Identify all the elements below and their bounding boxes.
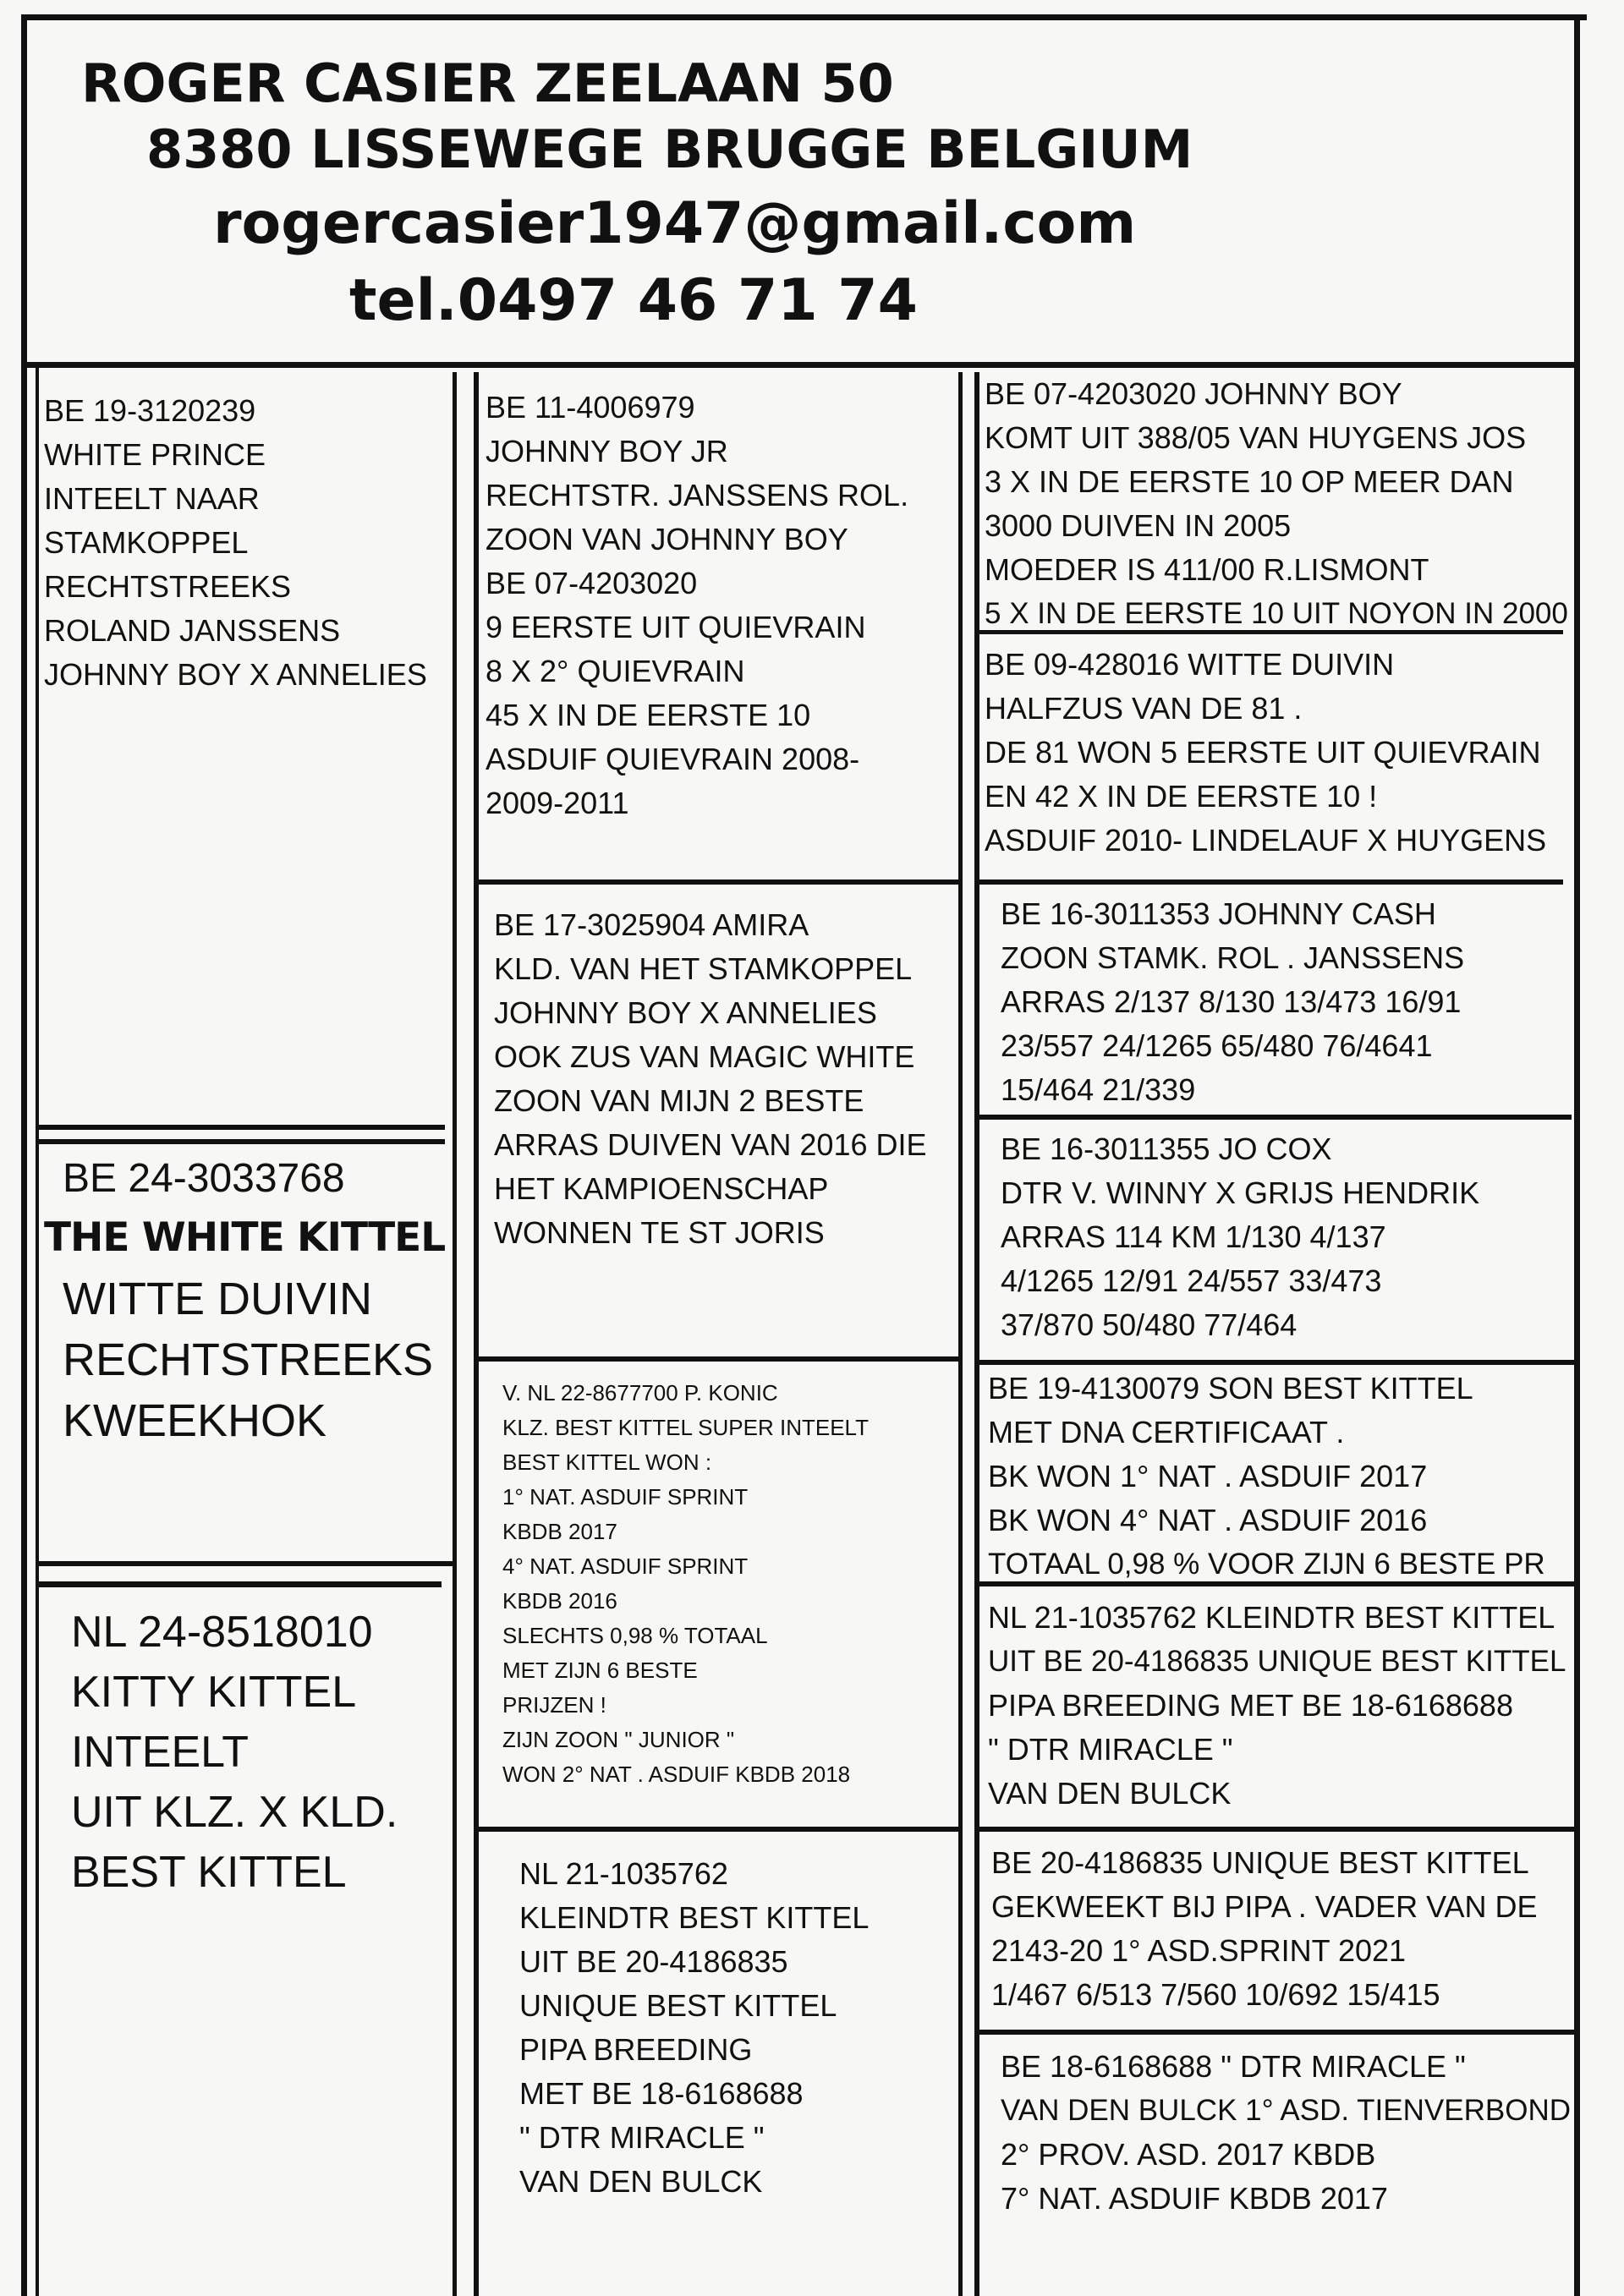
mmm-line: VAN DEN BULCK 1° ASD. TIENVERBOND [1001, 2094, 1571, 2127]
col1-divider-a [39, 1125, 445, 1130]
fm-line: ZOON VAN MIJN 2 BESTE [494, 1083, 864, 1118]
mf-line: KLZ. BEST KITTEL SUPER INTEELT [502, 1415, 869, 1440]
fmm-line: 37/870 50/480 77/464 [1001, 1307, 1298, 1342]
pigeon-line: WITTE DUIVIN [63, 1274, 372, 1324]
ffm-line: EN 42 X IN DE EERSTE 10 ! [985, 779, 1378, 814]
frame-left-inner-line [36, 364, 39, 2296]
fff-line: 3 X IN DE EERSTE 10 OP MEER DAN [985, 464, 1514, 499]
mfm-line: PIPA BREEDING MET BE 18-6168688 [988, 1688, 1513, 1723]
mf-info [502, 1376, 869, 1792]
mm-line: PIPA BREEDING [519, 2032, 753, 2067]
frame-right-line [1574, 14, 1580, 2296]
fm-line: BE 17-3025904 AMIRA [494, 907, 809, 942]
fmm-line: ARRAS 114 KM 1/130 4/137 [1001, 1219, 1386, 1254]
mfm-line: " DTR MIRACLE " [988, 1732, 1233, 1767]
mother-line: BEST KITTEL [71, 1848, 347, 1897]
mff-line: MET DNA CERTIFICAAT . [988, 1415, 1345, 1449]
col1-divider-d [39, 1581, 442, 1587]
fmf-line: 15/464 21/339 [1001, 1072, 1196, 1107]
fmf-line: 23/557 24/1265 65/480 76/4641 [1001, 1028, 1433, 1063]
col3-divider-b [979, 879, 1563, 885]
mfm-info [988, 1596, 1566, 1816]
mf-line: PRIJZEN ! [502, 1692, 606, 1718]
fmm-line: 4/1265 12/91 24/557 33/473 [1001, 1263, 1382, 1298]
mother-line: KITTY KITTEL [71, 1668, 357, 1717]
mfm-line: NL 21-1035762 KLEINDTR BEST KITTEL [988, 1600, 1555, 1635]
mm-info [519, 1852, 869, 2204]
ff-line: ASDUIF QUIEVRAIN 2008- [486, 742, 860, 776]
mother-line: UIT KLZ. X KLD. [71, 1788, 398, 1837]
ffm-line: ASDUIF 2010- LINDELAUF X HUYGENS [985, 823, 1547, 858]
ff-line: 8 X 2° QUIEVRAIN [486, 654, 745, 688]
mmf-line: 1/467 6/513 7/560 10/692 15/415 [991, 1977, 1440, 2012]
ff-line: JOHNNY BOY JR [486, 434, 728, 469]
pigeon-info [44, 1150, 445, 1451]
col3-divider-d [979, 1360, 1574, 1365]
mf-line: 1° NAT. ASDUIF SPRINT [502, 1484, 749, 1510]
mmm-line: 2° PROV. ASD. 2017 KBDB [1001, 2137, 1376, 2172]
col3-left-line [974, 372, 979, 2296]
father-line: WHITE PRINCE [44, 437, 266, 472]
mf-line: MET ZIJN 6 BESTE [502, 1658, 698, 1683]
ffm-line: HALFZUS VAN DE 81 . [985, 691, 1303, 726]
fm-line: HET KAMPIOENSCHAP [494, 1171, 829, 1206]
fm-line: OOK ZUS VAN MAGIC WHITE [494, 1039, 915, 1074]
col2-right-line [958, 372, 963, 2296]
fff-line: 5 X IN DE EERSTE 10 UIT NOYON IN 2000 [985, 597, 1568, 630]
header-email: rogercasier1947@gmail.com [213, 190, 1137, 257]
mmf-info [991, 1841, 1538, 2017]
ff-line: 2009-2011 [486, 786, 629, 820]
mff-line: BK WON 4° NAT . ASDUIF 2016 [988, 1503, 1428, 1537]
ffm-info [985, 643, 1546, 863]
pigeon-line: RECHTSTREEKS [63, 1334, 434, 1385]
mm-line: NL 21-1035762 [519, 1856, 728, 1891]
frame-top-line [24, 14, 1587, 20]
fff-line: MOEDER IS 411/00 R.LISMONT [985, 552, 1429, 587]
pigeon-name: THE WHITE KITTEL [44, 1214, 446, 1261]
header-divider [24, 362, 1580, 368]
mmf-line: BE 20-4186835 UNIQUE BEST KITTEL [991, 1845, 1529, 1880]
mmf-line: 2143-20 1° ASD.SPRINT 2021 [991, 1933, 1407, 1968]
mf-line: WON 2° NAT . ASDUIF KBDB 2018 [502, 1762, 851, 1787]
fm-info [494, 903, 927, 1255]
ff-line: BE 07-4203020 [486, 566, 698, 600]
mm-line: KLEINDTR BEST KITTEL [519, 1900, 870, 1935]
header-name-address: ROGER CASIER ZEELAAN 50 [81, 52, 894, 114]
fmm-line: BE 16-3011355 JO COX [1001, 1132, 1332, 1166]
fff-line: 3000 DUIVEN IN 2005 [985, 508, 1292, 543]
mff-info [988, 1367, 1545, 1586]
ffm-line: DE 81 WON 5 EERSTE UIT QUIEVRAIN [985, 735, 1541, 770]
ff-line: BE 11-4006979 [486, 390, 695, 425]
fmf-line: BE 16-3011353 JOHNNY CASH [1001, 896, 1436, 931]
mf-line: ZIJN ZOON " JUNIOR " [502, 1727, 735, 1752]
mf-line: SLECHTS 0,98 % TOTAAL [502, 1623, 768, 1648]
mmm-line: BE 18-6168688 " DTR MIRACLE " [1001, 2049, 1466, 2084]
father-info [44, 389, 427, 697]
col1-divider-b [39, 1139, 445, 1144]
header-phone: tel.0497 46 71 74 [349, 267, 918, 334]
col2-left-line [474, 372, 479, 2296]
header-city: 8380 LISSEWEGE BRUGGE BELGIUM [146, 118, 1193, 180]
col3-divider-f [979, 1827, 1574, 1832]
mmm-line: 7° NAT. ASDUIF KBDB 2017 [1001, 2181, 1388, 2216]
mf-line: V. NL 22-8677700 P. KONIC [502, 1380, 778, 1406]
pigeon-line: KWEEKHOK [63, 1395, 327, 1446]
fmf-line: ZOON STAMK. ROL . JANSSENS [1001, 940, 1465, 975]
father-line: JOHNNY BOY X ANNELIES [44, 657, 427, 692]
fm-line: ARRAS DUIVEN VAN 2016 DIE [494, 1127, 927, 1162]
fmm-line: DTR V. WINNY X GRIJS HENDRIK [1001, 1175, 1480, 1210]
mm-line: " DTR MIRACLE " [519, 2120, 765, 2155]
mff-line: BK WON 1° NAT . ASDUIF 2017 [988, 1459, 1428, 1493]
mm-line: VAN DEN BULCK [519, 2164, 763, 2199]
mother-info [71, 1603, 398, 1903]
ff-line: RECHTSTR. JANSSENS ROL. [486, 478, 909, 512]
mf-line: 4° NAT. ASDUIF SPRINT [502, 1553, 749, 1579]
ffm-line: BE 09-428016 WITTE DUIVIN [985, 647, 1395, 682]
father-line: INTEELT NAAR [44, 481, 260, 516]
father-line: BE 19-3120239 [44, 393, 256, 428]
mff-line: BE 19-4130079 SON BEST KITTEL [988, 1371, 1473, 1406]
fff-line: BE 07-4203020 JOHNNY BOY [985, 376, 1402, 411]
mother-line: INTEELT [71, 1728, 249, 1777]
mm-line: UIT BE 20-4186835 [519, 1944, 788, 1979]
fff-info [985, 372, 1568, 636]
ff-line: 45 X IN DE EERSTE 10 [486, 698, 811, 732]
col2-divider-b [479, 1356, 958, 1362]
fm-line: KLD. VAN HET STAMKOPPEL [494, 951, 913, 986]
mmm-info [1001, 2045, 1571, 2221]
mm-line: UNIQUE BEST KITTEL [519, 1988, 837, 2023]
fmm-info [1001, 1127, 1479, 1347]
mf-line: KBDB 2016 [502, 1588, 617, 1614]
father-line: STAMKOPPEL [44, 525, 249, 560]
col1-right-line [453, 372, 457, 2296]
mf-line: KBDB 2017 [502, 1519, 617, 1544]
father-line: RECHTSTREEKS [44, 569, 292, 604]
mff-line: TOTAAL 0,98 % VOOR ZIJN 6 BESTE PR [988, 1548, 1545, 1581]
col2-divider-a [479, 879, 958, 885]
father-line: ROLAND JANSSENS [44, 613, 341, 648]
mmf-line: GEKWEEKT BIJ PIPA . VADER VAN DE [991, 1889, 1538, 1924]
pigeon-ring: BE 24-3033768 [63, 1156, 345, 1201]
col1-divider-c [39, 1561, 453, 1566]
ff-line: 9 EERSTE UIT QUIEVRAIN [486, 610, 866, 644]
mfm-line: VAN DEN BULCK [988, 1776, 1232, 1811]
fm-line: WONNEN TE ST JORIS [494, 1215, 825, 1250]
ff-line: ZOON VAN JOHNNY BOY [486, 522, 848, 556]
fff-line: KOMT UIT 388/05 VAN HUYGENS JOS [985, 420, 1527, 455]
mfm-line: UIT BE 20-4186835 UNIQUE BEST KITTEL [988, 1645, 1566, 1678]
mother-line: NL 24-8518010 [71, 1608, 373, 1657]
fm-line: JOHNNY BOY X ANNELIES [494, 995, 877, 1030]
col2-divider-c [479, 1827, 958, 1832]
col3-divider-c [979, 1115, 1572, 1120]
fmf-info [1001, 892, 1464, 1112]
mm-line: MET BE 18-6168688 [519, 2076, 804, 2111]
frame-left-line [21, 14, 27, 2296]
col3-divider-g [979, 2030, 1574, 2035]
ff-info [486, 386, 908, 825]
mf-line: BEST KITTEL WON : [502, 1449, 712, 1475]
fmf-line: ARRAS 2/137 8/130 13/473 16/91 [1001, 984, 1462, 1019]
